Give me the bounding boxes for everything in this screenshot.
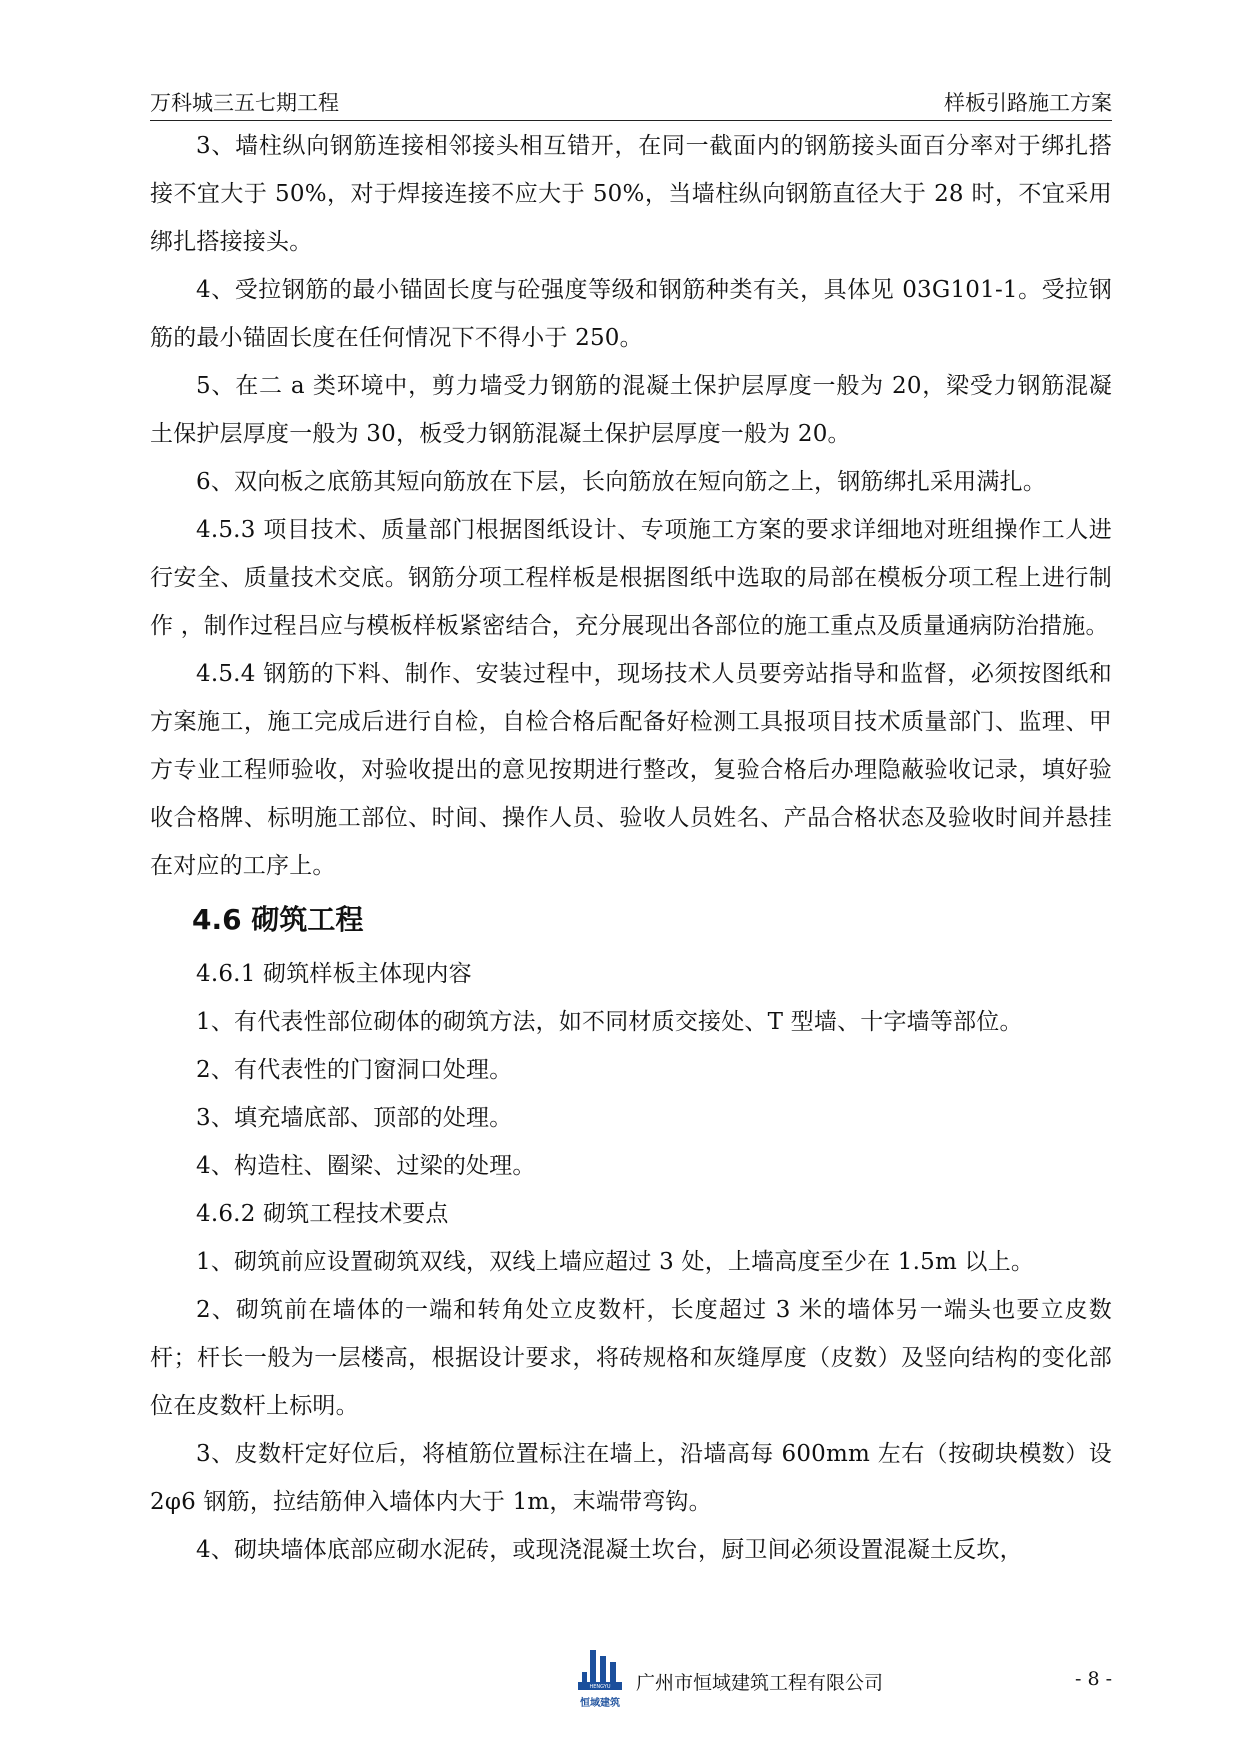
company-logo-icon [576, 1648, 624, 1710]
paragraph: 4.5.4 钢筋的下料、制作、安装过程中，现场技术人员要旁站指导和监督，必须按图纸和方案施工，施工完成后进行自检，自检合格后配备好检测工具报项目技术质量部门、监理、甲方专业工程师验收，对验收提出的意见按期进行整改，复验合格后办理隐蔽验收记录，填好验收合格牌、标明施工部位、时间、操作人员、验收人员姓名、产品合格状态及验收时间并悬挂在对应的工序上。 [150, 661, 1112, 879]
subsection-heading: 4.6.1 砌筑样板主体现内容 [196, 961, 472, 987]
page-header [150, 86, 1112, 121]
paragraph: 3、皮数杆定好位后，将植筋位置标注在墙上，沿墙高每 600mm 左右（按砌块模数）设 2φ6 钢筋，拉结筋伸入墙体内大于 1m，末端带弯钩。 [150, 1441, 1112, 1515]
paragraph: 6、双向板之底筋其短向筋放在下层，长向筋放在短向筋之上，钢筋绑扎采用满扎。 [196, 469, 1047, 495]
footer-company-name: 广州市恒域建筑工程有限公司 [636, 1672, 884, 1694]
logo-caption: 恒域建筑 [580, 1698, 620, 1709]
page-footer [150, 1648, 1112, 1718]
section-heading: 4.6 砌筑工程 [192, 903, 364, 936]
paragraph: 4、构造柱、圈梁、过梁的处理。 [196, 1153, 536, 1179]
header-project-name: 万科城三五七期工程 [150, 91, 339, 115]
paragraph: 2、砌筑前在墙体的一端和转角处立皮数杆，长度超过 3 米的墙体另一端头也要立皮数杆；杆长一般为一层楼高，根据设计要求，将砖规格和灰缝厚度（皮数）及竖向结构的变化部位在皮数杆上标明。 [150, 1297, 1112, 1419]
page-number: - 8 - [1074, 1668, 1112, 1690]
paragraph: 4.5.3 项目技术、质量部门根据图纸设计、专项施工方案的要求详细地对班组操作工人进行安全、质量技术交底。钢筋分项工程样板是根据图纸中选取的局部在模板分项工程上进行制作 ，制作过程吕应与模板样板紧密结合，充分展现出各部位的施工重点及质量通病防治措施。 [150, 517, 1112, 639]
paragraph: 3、墙柱纵向钢筋连接相邻接头相互错开，在同一截面内的钢筋接头面百分率对于绑扎搭接不宜大于 50%，对于焊接连接不应大于 50%，当墙柱纵向钢筋直径大于 28 时，不宜采用绑扎搭接接头。 [150, 133, 1112, 255]
paragraph: 1、有代表性部位砌体的砌筑方法，如不同材质交接处、T 型墙、十字墙等部位。 [196, 1009, 1023, 1035]
paragraph: 4、砌块墙体底部应砌水泥砖，或现浇混凝土坎台，厨卫间必须设置混凝土反坎， [196, 1537, 1023, 1563]
paragraph: 2、有代表性的门窗洞口处理。 [196, 1057, 513, 1083]
paragraph: 3、填充墙底部、顶部的处理。 [196, 1105, 513, 1131]
header-document-title: 样板引路施工方案 [944, 91, 1112, 115]
paragraph: 5、在二 a 类环境中，剪力墙受力钢筋的混凝土保护层厚度一般为 20，梁受力钢筋混凝土保护层厚度一般为 30，板受力钢筋混凝土保护层厚度一般为 20。 [150, 373, 1112, 447]
subsection-heading: 4.6.2 砌筑工程技术要点 [196, 1201, 449, 1227]
paragraph: 4、受拉钢筋的最小锚固长度与砼强度等级和钢筋种类有关，具体见 03G101-1。受拉钢筋的最小锚固长度在任何情况下不得小于 250。 [150, 277, 1112, 351]
page-body [150, 122, 1112, 1574]
paragraph: 1、砌筑前应设置砌筑双线，双线上墙应超过 3 处，上墙高度至少在 1.5m 以上。 [196, 1249, 1035, 1275]
logo-brand-text: HENGYU [589, 1684, 611, 1690]
